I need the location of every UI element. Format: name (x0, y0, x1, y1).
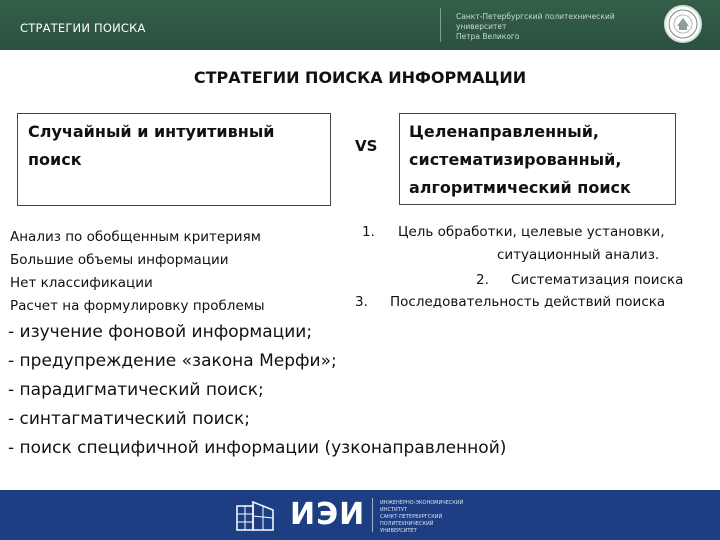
section-title: СТРАТЕГИИ ПОИСКА (20, 21, 146, 35)
bullet-item: - изучение фоновой информации; (8, 322, 313, 342)
targeted-search-line-3: алгоритмический поиск (409, 178, 631, 197)
vs-label: VS (355, 137, 378, 155)
institute-info-line: УНИВЕРСИТЕТ (380, 528, 417, 534)
random-search-box (17, 113, 331, 206)
random-search-line-1: Случайный и интуитивный (28, 122, 275, 141)
building-logo-icon (233, 498, 277, 532)
targeted-search-line-1: Целенаправленный, (409, 122, 599, 141)
numbered-item-2: Систематизация поиска (511, 272, 684, 288)
header-bar (0, 0, 720, 50)
university-line-1: Санкт-Петербургский политехнический университет (456, 12, 615, 31)
criteria-item: Нет классификации (10, 275, 153, 291)
criteria-item: Большие объемы информации (10, 252, 229, 268)
bullet-item: - синтагматический поиск; (8, 409, 251, 429)
header-divider (440, 8, 441, 42)
institute-logo-text: ИЭИ (290, 497, 366, 532)
institute-info-line: ИНЖЕНЕРНО-ЭКОНОМИЧЕСКИЙ (380, 500, 464, 506)
random-search-line-2: поиск (28, 150, 82, 169)
footer-divider (372, 498, 373, 532)
footer-bar (0, 490, 720, 540)
bullet-item: - поиск специфичной информации (узконаправленной) (8, 438, 507, 458)
list-number-2: 2. (476, 272, 489, 288)
institute-info (380, 500, 490, 535)
page-title: СТРАТЕГИИ ПОИСКА ИНФОРМАЦИИ (193, 68, 527, 87)
criteria-item: Расчет на формулировку проблемы (10, 298, 265, 314)
list-number-3: 3. (355, 294, 368, 310)
university-seal-icon (664, 5, 702, 43)
numbered-item-1-line-1: Цель обработки, целевые установки, (398, 224, 665, 240)
institute-info-line: ИНСТИТУТ (380, 507, 407, 513)
criteria-item: Анализ по обобщенным критериям (10, 229, 261, 245)
numbered-item-3: Последовательность действий поиска (390, 294, 666, 310)
criteria-list (10, 226, 265, 318)
list-number-1: 1. (362, 224, 375, 240)
institute-info-line: САНКТ-ПЕТЕРБУРГСКИЙ ПОЛИТЕХНИЧЕСКИЙ (380, 514, 443, 527)
bullet-list (8, 318, 506, 463)
numbered-item-1-line-2: ситуационный анализ. (497, 247, 660, 263)
university-name (456, 12, 652, 42)
targeted-search-line-2: систематизированный, (409, 150, 622, 169)
bullet-item: - парадигматический поиск; (8, 380, 264, 400)
university-line-2: Петра Великого (456, 32, 520, 41)
targeted-search-box (399, 113, 676, 205)
bullet-item: - предупреждение «закона Мерфи»; (8, 351, 337, 371)
